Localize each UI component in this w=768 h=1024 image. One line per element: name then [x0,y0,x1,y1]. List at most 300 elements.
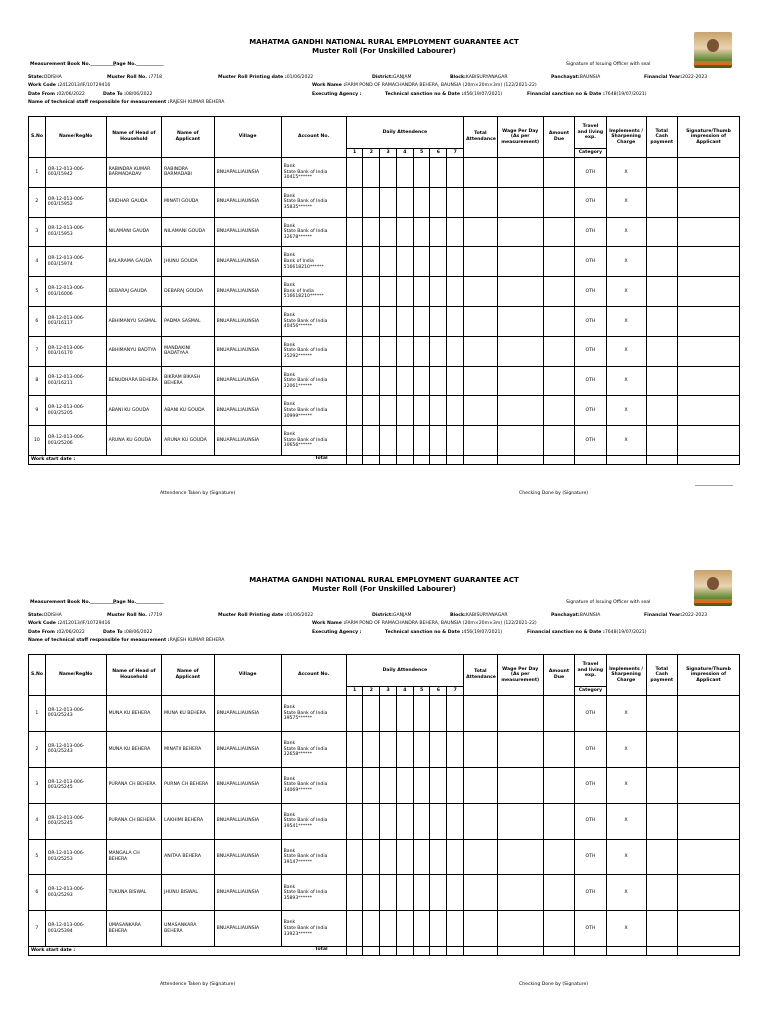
attendance-cell [430,187,447,217]
column-header: Account No. [281,655,346,696]
meta-value: 456(19/07/2021) [463,630,503,635]
logo-portrait [707,577,719,590]
attendance-cell [363,803,380,839]
meta-field [28,613,62,619]
meta-value: 2412013/IF/10729416 [59,621,111,626]
row-regno: OR-12-013-006-003/16006 [45,277,106,307]
attendance-signature: Attendence Taken by (Signature) [160,491,236,496]
row-village: BNUAPALLIAUNSIA [214,767,281,803]
cash-cell [646,277,677,307]
table-row [29,306,740,336]
row-head: PURANA CH BEHERA [106,767,162,803]
row-implements: X [606,839,646,875]
column-header: Name/RegNo [45,655,106,696]
row-village: BNUAPALLIAUNSIA [214,247,281,277]
attendance-cell [413,731,430,767]
total-attendance-cell [464,187,498,217]
attendance-cell [396,277,413,307]
meta-field [450,613,508,619]
wage-cell [497,696,543,732]
table-row [29,911,740,947]
attendance-cell [346,767,363,803]
row-village: BNUAPALLIAUNSIA [214,426,281,456]
meta-label: Block: [450,613,466,618]
amount-cell [543,277,574,307]
meta-value: 01/06/2022 [286,75,314,80]
meta-value: BAUNSIA [579,75,601,80]
attendance-cell [430,911,447,947]
column-header: Name of Head of Household [106,117,162,158]
row-implements: X [606,217,646,247]
attendance-cell [363,187,380,217]
wage-cell [497,306,543,336]
signature-cell [677,396,739,426]
row-implements: X [606,306,646,336]
attendance-cell [413,277,430,307]
attendance-cell [346,696,363,732]
attendance-cell [380,217,397,247]
attendance-cell [380,396,397,426]
attendance-cell [447,306,464,336]
meta-field [644,75,707,81]
document-subtitle: Muster Roll (For Unskilled Labourer) [312,585,456,593]
attendance-cell [413,158,430,188]
meta-label: Name of technical staff responsible for measurement : [28,638,170,643]
table-row [29,277,740,307]
attendance-cell [380,336,397,366]
row-applicant: UMASANKARA BEHERA [162,911,214,947]
total-cell [413,455,430,464]
meta-value: GANJAM [392,613,412,618]
total-cell [497,947,543,956]
signature-cell [677,426,739,456]
total-cell [646,455,677,464]
total-cell [575,947,606,956]
attendance-cell [363,396,380,426]
attendance-cell [396,696,413,732]
cash-cell [646,217,677,247]
meta-value: 7718 [150,75,163,80]
meta-label: Financial Year: [644,613,683,618]
meta-label: Panchayat: [551,75,580,80]
cash-cell [646,336,677,366]
day-header: 1 [346,149,363,158]
total-attendance-cell [464,696,498,732]
column-header: S.No [29,117,46,158]
wage-cell [497,767,543,803]
total-attendance-cell [464,767,498,803]
amount-cell [543,875,574,911]
total-cell [677,947,739,956]
row-applicant: JHUNU GOUDA [162,247,214,277]
meta-value: 01/06/2022 [286,613,314,618]
attendance-cell [413,875,430,911]
table-row [29,158,740,188]
meta-field [107,613,162,619]
attendance-cell [396,158,413,188]
meta-value: RAJESH KUMAR BEHERA [169,638,225,643]
cash-cell [646,187,677,217]
meta-value: BAUNSIA [579,613,601,618]
meta-label: Technical sanction no & Date : [385,630,464,635]
attendance-cell [363,875,380,911]
cash-cell [646,696,677,732]
meta-value: 08/06/2022 [125,630,153,635]
attendance-cell [380,911,397,947]
attendance-cell [346,158,363,188]
column-header: Village [214,117,281,158]
attendance-cell [430,158,447,188]
total-attendance-cell [464,875,498,911]
cash-cell [646,306,677,336]
attendance-cell [346,366,363,396]
amount-cell [543,696,574,732]
row-implements: X [606,366,646,396]
row-account: Bank Bank of India 516618210****** [281,277,346,307]
meta-label: Muster Roll No. : [107,613,151,618]
meta-label: Muster Roll Printing date : [218,613,287,618]
document-title: MAHATMA GANDHI NATIONAL RURAL EMPLOYMENT GUARANTEE ACT [249,576,519,584]
row-implements: X [606,187,646,217]
attendance-cell [380,696,397,732]
meta-value: 456(19/07/2021) [463,92,503,97]
attendance-signature: Attendence Taken by (Signature) [160,982,236,988]
attendance-cell [447,158,464,188]
attendance-cell [380,803,397,839]
document-title: MAHATMA GANDHI NATIONAL RURAL EMPLOYMENT GUARANTEE ACT [249,38,519,46]
meta-field [527,630,647,636]
row-sno: 9 [29,396,46,426]
meta-label: Financial sanction no & Date : [527,630,605,635]
total-cell [543,455,574,464]
row-applicant: LAKHIMI BEHERA [162,803,214,839]
row-head: TUKUNA BISWAL [106,875,162,911]
attendance-cell [346,336,363,366]
day-header: 2 [363,687,380,696]
attendance-cell [363,158,380,188]
row-head: BALARAMA GAUDA [106,247,162,277]
row-implements: X [606,731,646,767]
row-category: OTH [575,187,606,217]
meta-field [113,600,164,606]
meta-value: 02/06/2022 [58,92,85,97]
attendance-cell [346,731,363,767]
total-cell [413,947,430,956]
row-regno: OR-12-013-006-003/16117 [45,306,106,336]
amount-cell [543,426,574,456]
attendance-cell [447,875,464,911]
row-village: BNUAPALLIAUNSIA [214,911,281,947]
cash-cell [646,839,677,875]
row-category: OTH [575,803,606,839]
row-category: OTH [575,366,606,396]
attendance-cell [346,247,363,277]
attendance-cell [447,839,464,875]
meta-label: Work Name : [312,83,346,88]
row-village: BNUAPALLIAUNSIA [214,158,281,188]
meta-field [113,62,164,68]
row-sno: 8 [29,366,46,396]
attendance-cell [430,336,447,366]
meta-label: Muster Roll No. : [107,75,151,80]
row-village: BNUAPALLIAUNSIA [214,803,281,839]
row-implements: X [606,767,646,803]
meta-label: Work Code : [28,621,60,626]
row-village: BNUAPALLIAUNSIA [214,696,281,732]
row-head: ABHIMANYU BADTYA [106,336,162,366]
cash-cell [646,396,677,426]
signature-cell [677,803,739,839]
amount-cell [543,247,574,277]
attendance-cell [396,336,413,366]
amount-cell [543,336,574,366]
attendance-cell [396,306,413,336]
day-header: 6 [430,149,447,158]
total-cell [430,947,447,956]
meta-value: GANJAM [392,75,412,80]
row-applicant: MANDAKINI BADATYAA [162,336,214,366]
row-regno: OR-12-013-006-003/15953 [45,217,106,247]
column-header: Daily Attendence [346,655,463,687]
meta-field [28,92,85,98]
checking-signature: Checking Done by (Signature) [519,491,589,496]
row-category: OTH [575,911,606,947]
signature-cell [677,366,739,396]
attendance-cell [380,426,397,456]
row-category: OTH [575,336,606,366]
meta-label: Date From : [28,630,59,635]
row-implements: X [606,336,646,366]
row-category: OTH [575,306,606,336]
total-attendance-cell [464,426,498,456]
column-header: Signature/Thumb impression of Applicant [677,655,739,696]
table-row [29,217,740,247]
meta-field [103,630,152,636]
attendance-cell [346,277,363,307]
amount-cell [543,911,574,947]
row-village: BNUAPALLIAUNSIA [214,875,281,911]
divider-mark [695,485,733,486]
row-village: BNUAPALLIAUNSIA [214,366,281,396]
attendance-cell [346,426,363,456]
meta-label: Financial Year: [644,75,683,80]
total-attendance-cell [464,277,498,307]
cash-cell [646,911,677,947]
meta-label: Block: [450,75,466,80]
attendance-cell [396,217,413,247]
table-row [29,366,740,396]
mgnrega-logo [694,570,732,606]
column-header: Travel and living exp. [575,655,606,687]
table-row [29,803,740,839]
row-applicant: JHUNU BISWAL [162,875,214,911]
signature-cell [677,187,739,217]
day-header: 4 [396,687,413,696]
attendance-cell [413,217,430,247]
total-attendance-cell [464,731,498,767]
meta-field [372,613,411,619]
meta-label: Date From : [28,92,59,97]
meta-field [566,62,650,68]
row-regno: OR-12-013-006-003/25245 [45,803,106,839]
attendance-cell [380,187,397,217]
wage-cell [497,158,543,188]
row-category: OTH [575,277,606,307]
attendance-cell [413,696,430,732]
logo-strip [694,599,732,603]
attendance-cell [447,696,464,732]
meta-field [551,613,600,619]
attendance-cell [380,767,397,803]
table-row [29,839,740,875]
attendance-cell [380,158,397,188]
attendance-cell [380,875,397,911]
attendance-cell [447,911,464,947]
row-applicant: DEBARAJ GOUDA [162,277,214,307]
row-regno: OR-12-013-006-003/25243 [45,731,106,767]
total-cell [606,947,646,956]
meta-field [566,600,650,606]
total-row [29,455,740,464]
meta-label: State: [28,75,44,80]
signature-cell [677,217,739,247]
column-header: Implements / Sharpening Charge [606,655,646,696]
attendance-cell [396,839,413,875]
total-cell [346,947,363,956]
day-header: 3 [380,687,397,696]
row-applicant: NILAMANI GOUDA [162,217,214,247]
meta-field [28,630,85,636]
row-applicant: ABANI KU GOUDA [162,396,214,426]
wage-cell [497,839,543,875]
attendance-cell [413,396,430,426]
attendance-cell [363,696,380,732]
attendance-cell [430,767,447,803]
attendance-cell [396,366,413,396]
total-attendance-cell [464,839,498,875]
total-cell [396,947,413,956]
total-cell [606,455,646,464]
meta-value: 2022-2023 [682,75,708,80]
attendance-cell [396,396,413,426]
attendance-cell [447,731,464,767]
amount-cell [543,187,574,217]
attendance-cell [363,247,380,277]
row-village: BNUAPALLIAUNSIA [214,306,281,336]
row-village: BNUAPALLIAUNSIA [214,217,281,247]
meta-label: District: [372,613,393,618]
row-implements: X [606,247,646,277]
attendance-cell [363,277,380,307]
column-header: Implements / Sharpening Charge [606,117,646,158]
meta-label: Muster Roll Printing date : [218,75,287,80]
total-attendance-cell [464,366,498,396]
meta-label: Name of technical staff responsible for measurement : [28,100,170,105]
total-attendance-cell [464,306,498,336]
wage-cell [497,731,543,767]
signature-cell [677,158,739,188]
attendance-cell [380,366,397,396]
signature-cell [677,306,739,336]
meta-value: 02/06/2022 [58,630,85,635]
meta-label: Financial sanction no & Date : [527,92,605,97]
row-sno: 10 [29,426,46,456]
wage-cell [497,217,543,247]
attendance-cell [413,306,430,336]
total-cell [646,947,677,956]
row-village: BNUAPALLIAUNSIA [214,187,281,217]
meta-field [28,83,110,89]
row-head: MUNA KU BEHERA [106,696,162,732]
meta-value: 2022-2023 [682,613,708,618]
table-row [29,247,740,277]
category-header: Category [575,687,606,696]
row-head: BENUDHARA BEHERA [106,366,162,396]
attendance-cell [396,911,413,947]
attendance-cell [430,803,447,839]
signature-cell [677,911,739,947]
total-cell [575,455,606,464]
meta-value: FARM POND OF RAMACHANDRA BEHERA, BAUNSIA (20m×20m×3m) (122/2021-22) [345,621,537,626]
work-start-label: Work start date : [29,455,347,464]
attendance-cell [413,187,430,217]
column-header: Village [214,655,281,696]
total-cell [543,947,574,956]
attendance-cell [396,875,413,911]
cash-cell [646,731,677,767]
attendance-cell [430,875,447,911]
meta-label: District: [372,75,393,80]
row-category: OTH [575,426,606,456]
day-header: 2 [363,149,380,158]
row-head: ARUNA KU GOUDA [106,426,162,456]
column-header: Name of Applicant [162,117,214,158]
attendance-cell [413,426,430,456]
wage-cell [497,247,543,277]
amount-cell [543,306,574,336]
row-sno: 4 [29,803,46,839]
total-cell [346,455,363,464]
meta-value: 7719 [150,613,163,618]
wage-cell [497,187,543,217]
column-header: Name of Head of Household [106,655,162,696]
meta-field [30,62,116,68]
attendance-cell [396,767,413,803]
total-label: Total [315,456,328,461]
attendance-cell [413,336,430,366]
row-applicant: MINATII BEHERA [162,731,214,767]
row-regno: OR-12-013-006-003/15974 [45,247,106,277]
attendance-cell [363,731,380,767]
meta-field [450,75,508,81]
total-attendance-cell [464,336,498,366]
meta-field [372,75,411,81]
meta-field [103,92,152,98]
cash-cell [646,366,677,396]
row-account: Bank State Bank of India 35292****** [281,336,346,366]
row-implements: X [606,426,646,456]
attendance-cell [363,306,380,336]
row-category: OTH [575,217,606,247]
table-row [29,731,740,767]
column-header: S.No [29,655,46,696]
signature-cell [677,839,739,875]
meta-label: Technical sanction no & Date : [385,92,464,97]
attendance-cell [430,731,447,767]
row-implements: X [606,803,646,839]
total-attendance-cell [464,803,498,839]
attendance-cell [346,875,363,911]
